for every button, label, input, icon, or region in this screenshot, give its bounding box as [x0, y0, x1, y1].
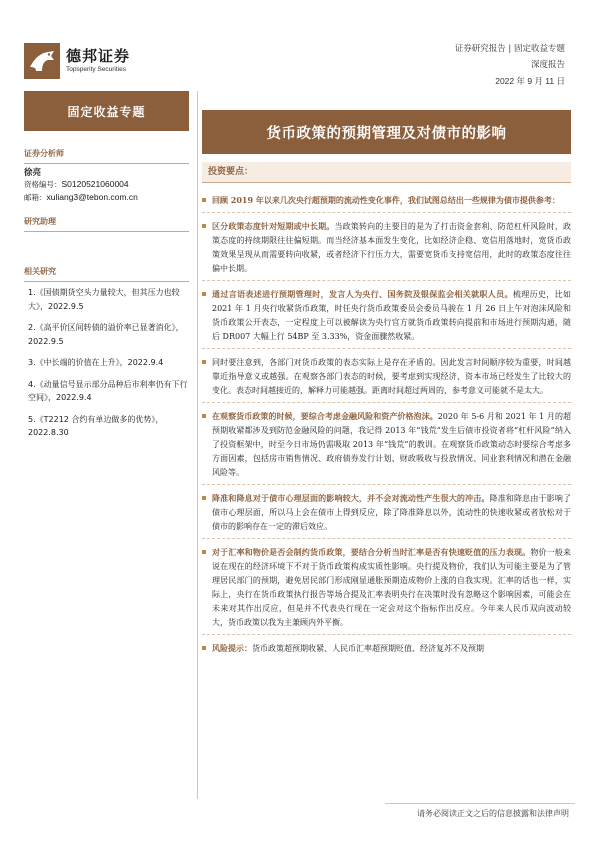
key-point-text: 梳理历史，比如 2021 年 1 月央行收紧货币政策，时任央行货币政策委员会委员马骏在 1 月 26 日上午对泡沫风险和货币政策公开表态，一定程度上可以被解读为央行官方就货币政策转向提前和市场进行预期沟通，随后 DR007 大幅上行 54BP 至 3.33%，资金面骤然收紧。 — [212, 290, 572, 341]
analyst-section-heading: 证券分析师 — [24, 148, 189, 164]
key-point — [202, 355, 571, 398]
key-point-text: 同时要注意到，各部门对货币政策的表态实际上是存在矛盾的。因此发言时间顺序较为重要，时间越靠近指导意义或越强。在观察各部门表态的时候，要考虑到实现经济、资本市场已经发生了比较大的变化。表态时间越接近的，解释力可能越强。距离时间超过两周的，参考意义可能就不是太大。 — [212, 358, 571, 395]
key-point-emphasis: 区分政策态度针对短期或中长期。 — [212, 221, 335, 231]
analyst-cert — [24, 179, 129, 190]
brand-mark-icon — [24, 43, 60, 79]
analyst-cert-value: S0120521060004 — [61, 179, 129, 189]
bullet-square-icon — [202, 224, 206, 228]
divider — [202, 634, 571, 635]
key-point — [202, 219, 571, 276]
bullet-square-icon — [202, 496, 206, 500]
divider — [202, 280, 571, 281]
key-point-emphasis: 对于汇率和物价是否会制约货币政策，要结合分析当时汇率是否有快速贬值的压力表现。 — [212, 547, 531, 557]
key-point-emphasis: 通过言语表述进行预期管理时，发言人为央行、国务院及银保监会相关就职人员。 — [212, 289, 513, 299]
key-point-emphasis: 在观察货币政策的时候，要综合考虑金融风险和资产价格泡沫。 — [212, 411, 438, 421]
bullet-square-icon — [202, 646, 206, 650]
key-point-emphasis: 回顾 2019 年以来几次央行超预期的流动性变化事件，我们试图总结出一些规律为债市提供参考： — [212, 195, 560, 205]
key-points — [202, 193, 571, 656]
category-banner: 固定收益专题 — [24, 91, 189, 131]
analyst-email — [24, 192, 138, 203]
footer-rule — [385, 803, 575, 804]
bullet-square-icon — [202, 414, 206, 418]
column-divider — [197, 91, 198, 799]
key-point-emphasis: 降准和降息对于债市心理层面的影响较大，并不会对流动性产生很大的冲击。 — [212, 493, 490, 503]
related-item[interactable]: 1.《国债期货空头力量较大，但其压力也较大》，2022.9.5 — [28, 288, 180, 311]
report-title: 货币政策的预期管理及对债市的影响 — [202, 110, 571, 154]
divider — [202, 212, 571, 213]
key-point — [202, 545, 571, 630]
report-kind: 深度报告 — [530, 60, 565, 70]
disclaimer-note: 请务必阅读正文之后的信息披露和法律声明 — [417, 809, 569, 818]
divider — [202, 484, 571, 485]
key-point — [202, 409, 571, 480]
brand-logo — [24, 43, 159, 79]
bullet-square-icon — [202, 198, 206, 202]
summary-heading-text: 投资要点： — [208, 167, 254, 177]
brand-english: Topsperity Securities — [66, 66, 126, 73]
key-point-text: 降准和降息由于影响了债市心理层面，所以马上会在债市上得到反应，除了降准降息以外，流动性的快速收紧或者放松对于债市的影响存在一定的滞后效应。 — [212, 494, 571, 531]
key-point-text: 2020 年 5-6 月和 2021 年 1 月的超预期收紧都涉及到防范金融风险的问题，我记得 2013 年“钱荒”发生后债市投资者将“杠杆风险”纳入了投资框架中，时至今日市场仍需吸取 2013 年“钱荒”的教训。在观察货币政策动态时要综合考虑多方面因素，包括房市销售情况、政府债券发行计划、财政吸收与投放情况、同业套利情况和潜在金融风险等。 — [212, 412, 572, 477]
related-item[interactable]: 5.《T2212 合约有单边做多的优势》，2022.8.30 — [28, 414, 164, 437]
risk-warning — [202, 641, 571, 656]
bullet-square-icon — [202, 360, 206, 364]
divider — [202, 348, 571, 349]
key-point — [202, 193, 571, 208]
key-point — [202, 491, 571, 534]
related-item[interactable]: 4.《动量信号显示部分品种后市利率仍有下行空间》，2022.9.4 — [28, 379, 188, 402]
bullet-square-icon — [202, 550, 206, 554]
summary-underline — [202, 182, 571, 183]
related-item[interactable]: 3.《中长端的价值在上升》，2022.9.4 — [28, 358, 164, 367]
report-meta — [455, 41, 565, 89]
analyst-email-label: 邮箱： — [24, 193, 47, 202]
analyst-name: 徐亮 — [24, 168, 42, 178]
divider — [202, 538, 571, 539]
related-item[interactable]: 2.《高平价区间转债的溢价率已显著消化》，2022.9.5 — [28, 323, 184, 346]
risk-warning-text: 货币政策超预期收紧、人民币汇率超预期贬值、经济复苏不及预期 — [252, 644, 484, 653]
report-type: 证券研究报告 | 固定收益专题 — [454, 44, 565, 54]
brand-name: 德邦证券 — [66, 47, 131, 65]
key-point — [202, 287, 571, 344]
analyst-email-value[interactable]: xuliang3@tebon.com.cn — [46, 192, 138, 202]
key-point-text: 当政策转向的主要目的是为了打击资金套利、防范杠杆风险时，政策态度的持续期限往往偏短期。而当经济基本面发生变化，比如经济企稳、宽信用落地时，宽货币政策效果呈现从而需要转向收紧，或者经济下行压力大，需要宽货币支持宽信用，此时的政策态度往往偏中长期。 — [212, 222, 572, 273]
related-section-heading: 相关研究 — [24, 266, 189, 282]
key-point-text: 物价一般来说在现在的经济环境下不对于货币政策构成实质性影响。央行提及物价，我们认为可能主要是为了管理居民部门的预期，避免居民部门形成刚显通胀预期造成物价上涨的自我实现。汇率的话也一样，实际上，央行在货币政策执行报告等场合提及汇率表明央行在决策时没有忽略这个影响因素，可能会在未来对其作出反应，但是并不代表央行现在一定会对这个指标作出反应。今年来人民币双向波动较大，货币政策以我为主兼顾内外平衡。 — [212, 548, 572, 627]
divider — [202, 402, 571, 403]
analyst-cert-label: 资格编号： — [24, 180, 62, 189]
report-date: 2022 年 9 月 11 日 — [495, 76, 565, 86]
summary-heading — [202, 162, 571, 182]
related-research-list — [28, 286, 193, 448]
risk-warning-label: 风险提示： — [212, 643, 252, 653]
bullet-square-icon — [202, 292, 206, 296]
assistant-section-heading: 研究助理 — [24, 216, 189, 232]
